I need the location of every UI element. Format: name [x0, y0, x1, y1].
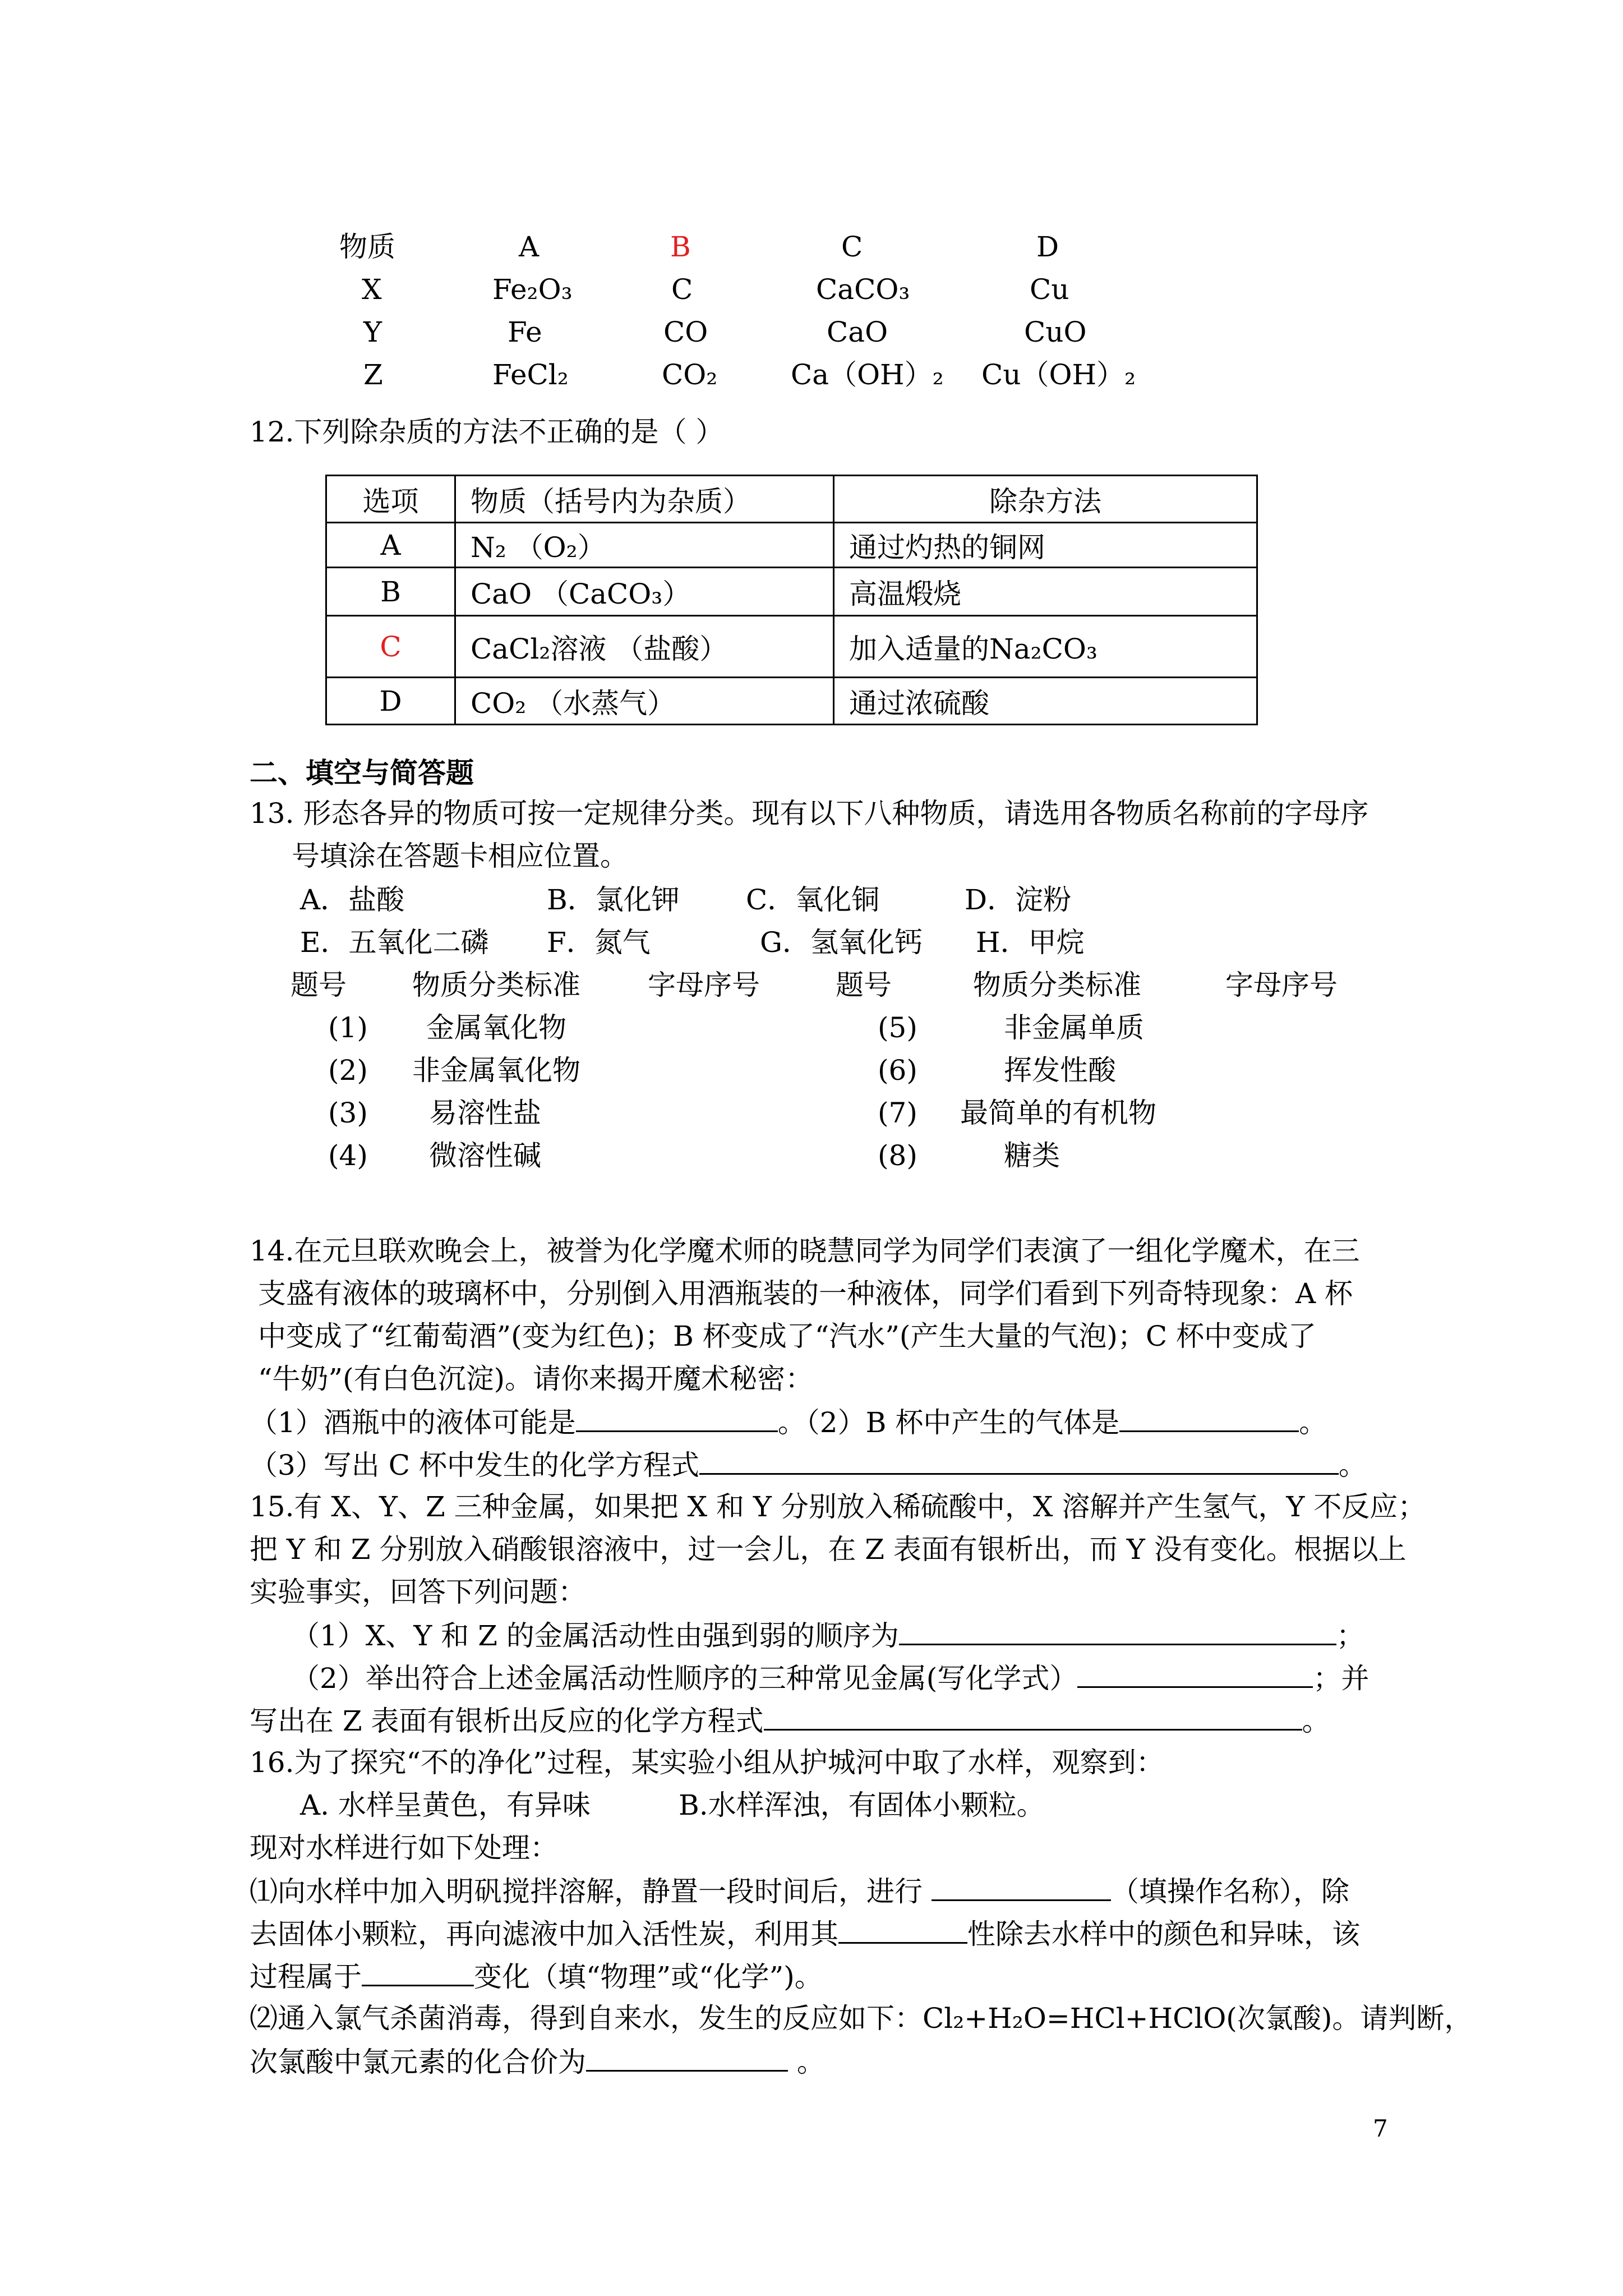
- q12-option: D: [326, 678, 455, 725]
- q11-header-d: D: [1036, 231, 1059, 263]
- q12-option: B: [326, 568, 455, 616]
- q13-standard: 糖类: [1004, 1139, 1060, 1172]
- q13-standard: 微溶性碱: [429, 1139, 541, 1172]
- q11-header-c: C: [841, 231, 863, 263]
- q15-part2: （2）举出符合上述金属活动性顺序的三种常见金属(写化学式） ；并: [292, 1660, 1369, 1694]
- q16-part1-line1: ⑴向水样中加入明矾搅拌溶解，静置一段时间后，进行 （填操作名称），除: [250, 1874, 1349, 1907]
- q13-choice: D．淀粉: [965, 884, 1072, 916]
- q13-header: 物质分类标准: [973, 969, 1141, 1001]
- q15-line3: 实验事实，回答下列问题：: [250, 1576, 586, 1608]
- q12-question: 12.下列除杂质的方法不正确的是（ ）: [250, 416, 724, 448]
- q13-num: (6): [878, 1054, 917, 1087]
- q13-num: (8): [878, 1139, 917, 1172]
- q11-cell: CO: [663, 316, 708, 348]
- q13-choice: B．氯化钾: [547, 884, 680, 916]
- q12-method: 加入适量的Na₂CO₃: [834, 616, 1257, 678]
- q11-row-label: X: [362, 273, 382, 306]
- q14-line3: 中变成了“红葡萄酒”(变为红色)；B 杯变成了“汽水”(产生大量的气泡)；C 杯中变成了: [258, 1320, 1317, 1352]
- q15-part3: 写出在 Z 表面有银析出反应的化学方程式 。: [250, 1703, 1330, 1737]
- q15-blank-order[interactable]: [899, 1618, 1336, 1645]
- q13-header: 题号: [291, 969, 347, 1001]
- q13-choice: E．五氧化二磷: [300, 926, 489, 959]
- q13-header: 字母序号: [1225, 969, 1338, 1001]
- q14-blank-equation[interactable]: [699, 1447, 1339, 1475]
- q13-line1: 13. 形态各异的物质可按一定规律分类。现有以下八种物质，请选用各物质名称前的字母序: [250, 797, 1369, 830]
- q14-part1: （1）酒瓶中的液体可能是 。（2）B 杯中产生的气体是 。: [250, 1405, 1327, 1438]
- q12-header-substance: 物质（括号内为杂质）: [455, 476, 834, 523]
- q13-header: 字母序号: [648, 969, 760, 1001]
- q12-table: [325, 475, 1258, 725]
- q13-num: (5): [878, 1011, 917, 1044]
- q13-choice: F．氮气: [547, 926, 651, 959]
- q14-blank-liquid[interactable]: [576, 1405, 778, 1432]
- q11-cell: CaCO₃: [816, 273, 910, 306]
- q16-part1-line2: 去固体小颗粒，再向滤液中加入活性炭，利用其 性除去水样中的颜色和异味，该: [250, 1916, 1360, 1950]
- q11-cell: Ca（OH）₂: [791, 358, 944, 391]
- q12-method: 通过浓硫酸: [834, 678, 1257, 725]
- q15-blank-metals[interactable]: [1077, 1660, 1313, 1688]
- q11-cell: CO₂: [662, 358, 718, 391]
- q12-option: A: [326, 523, 455, 568]
- q12-substance: CaCl₂溶液 （盐酸）: [455, 616, 834, 678]
- q11-cell: Fe₂O₃: [492, 273, 573, 306]
- q13-standard: 非金属单质: [1004, 1011, 1144, 1044]
- q14-part3: （3）写出 C 杯中发生的化学方程式 。: [250, 1447, 1367, 1481]
- q13-header: 物质分类标准: [412, 969, 580, 1001]
- q15-blank-equation[interactable]: [764, 1703, 1302, 1731]
- q13-num: (2): [328, 1054, 368, 1087]
- q13-standard: 易溶性盐: [429, 1097, 541, 1129]
- q16-line3: 现对水样进行如下处理：: [250, 1832, 558, 1864]
- q12-header-method: 除杂方法: [834, 476, 1257, 523]
- section-title: 二、填空与简答题: [250, 756, 474, 789]
- q12-option-answer: C: [326, 616, 455, 678]
- q11-header-b-answer: B: [670, 231, 691, 263]
- q13-num: (4): [328, 1139, 368, 1172]
- q15-part1: （1）X、Y 和 Z 的金属活动性由强到弱的顺序为 ；: [292, 1618, 1364, 1651]
- q14-line1: 14.在元旦联欢晚会上，被誉为化学魔术师的晓慧同学为同学们表演了一组化学魔术，在三: [250, 1235, 1360, 1267]
- q11-row-label: Y: [363, 316, 382, 348]
- q15-line1: 15.有 X、Y、Z 三种金属，如果把 X 和 Y 分别放入稀硫酸中，X 溶解并产生氢气，Y 不反应；: [250, 1490, 1426, 1523]
- q16-part2-line1: ⑵通入氯气杀菌消毒，得到自来水，发生的反应如下：Cl₂+H₂O=HCl+HClO(次氯酸)。请判断，: [250, 2002, 1473, 2035]
- q11-header-substance: 物质: [339, 231, 395, 263]
- q11-cell: FeCl₂: [492, 358, 569, 391]
- q16-blank-change[interactable]: [362, 1959, 474, 1986]
- q16-blank-operation[interactable]: [932, 1874, 1111, 1901]
- q11-row-label: Z: [363, 358, 383, 391]
- q13-standard: 非金属氧化物: [412, 1054, 580, 1087]
- q13-header: 题号: [836, 969, 892, 1001]
- q16-part1-line3: 过程属于 变化（填“物理”或“化学”)。: [250, 1959, 823, 1993]
- q11-header-a: A: [519, 231, 540, 263]
- q11-cell: CaO: [827, 316, 888, 348]
- q12-header-option: 选项: [326, 476, 455, 523]
- q16-part2-line2: 次氯酸中氯元素的化合价为 。: [250, 2044, 825, 2078]
- q14-line4: “牛奶”(有白色沉淀)。请你来揭开魔术秘密：: [258, 1363, 814, 1395]
- q12-substance: CO₂ （水蒸气）: [455, 678, 834, 725]
- page-number: 7: [1373, 2115, 1388, 2142]
- q14-blank-gas[interactable]: [1119, 1405, 1299, 1432]
- q15-line2: 把 Y 和 Z 分别放入硝酸银溶液中，过一会儿，在 Z 表面有银析出，而 Y 没有变化。根据以上: [250, 1533, 1407, 1566]
- q13-num: (3): [328, 1097, 368, 1129]
- q13-standard: 金属氧化物: [426, 1011, 566, 1044]
- q11-cell: Cu: [1030, 273, 1069, 306]
- q16-blank-valence[interactable]: [586, 2044, 788, 2072]
- q13-choice: C．氧化铜: [746, 884, 880, 916]
- q16-line1: 16.为了探究“不的净化”过程，某实验小组从护城河中取了水样，观察到：: [250, 1746, 1164, 1779]
- q16-observation-b: B.水样浑浊，有固体小颗粒。: [679, 1789, 1045, 1821]
- q11-cell: CuO: [1024, 316, 1087, 348]
- q13-standard: 最简单的有机物: [960, 1097, 1156, 1129]
- q13-standard: 挥发性酸: [1004, 1054, 1116, 1087]
- q13-num: (1): [328, 1011, 368, 1044]
- q11-cell: Cu（OH）₂: [981, 358, 1136, 391]
- q13-choice: H．甲烷: [976, 926, 1085, 959]
- q14-line2: 支盛有液体的玻璃杯中，分别倒入用酒瓶装的一种液体，同学们看到下列奇特现象：A 杯: [258, 1277, 1353, 1310]
- q16-observation-a: A. 水样呈黄色，有异味: [300, 1789, 591, 1821]
- q12-substance: N₂ （O₂）: [455, 523, 834, 568]
- q11-cell: Fe: [508, 316, 542, 348]
- q13-choice: A．盐酸: [300, 884, 405, 916]
- q13-num: (7): [878, 1097, 917, 1129]
- q13-choice: G．氢氧化钙: [760, 926, 923, 959]
- q13-line2: 号填涂在答题卡相应位置。: [292, 840, 628, 872]
- q12-method: 高温煅烧: [834, 568, 1257, 616]
- q12-method: 通过灼热的铜网: [834, 523, 1257, 568]
- q16-blank-property[interactable]: [838, 1916, 967, 1944]
- q12-substance: CaO （CaCO₃）: [455, 568, 834, 616]
- q11-cell: C: [671, 273, 693, 306]
